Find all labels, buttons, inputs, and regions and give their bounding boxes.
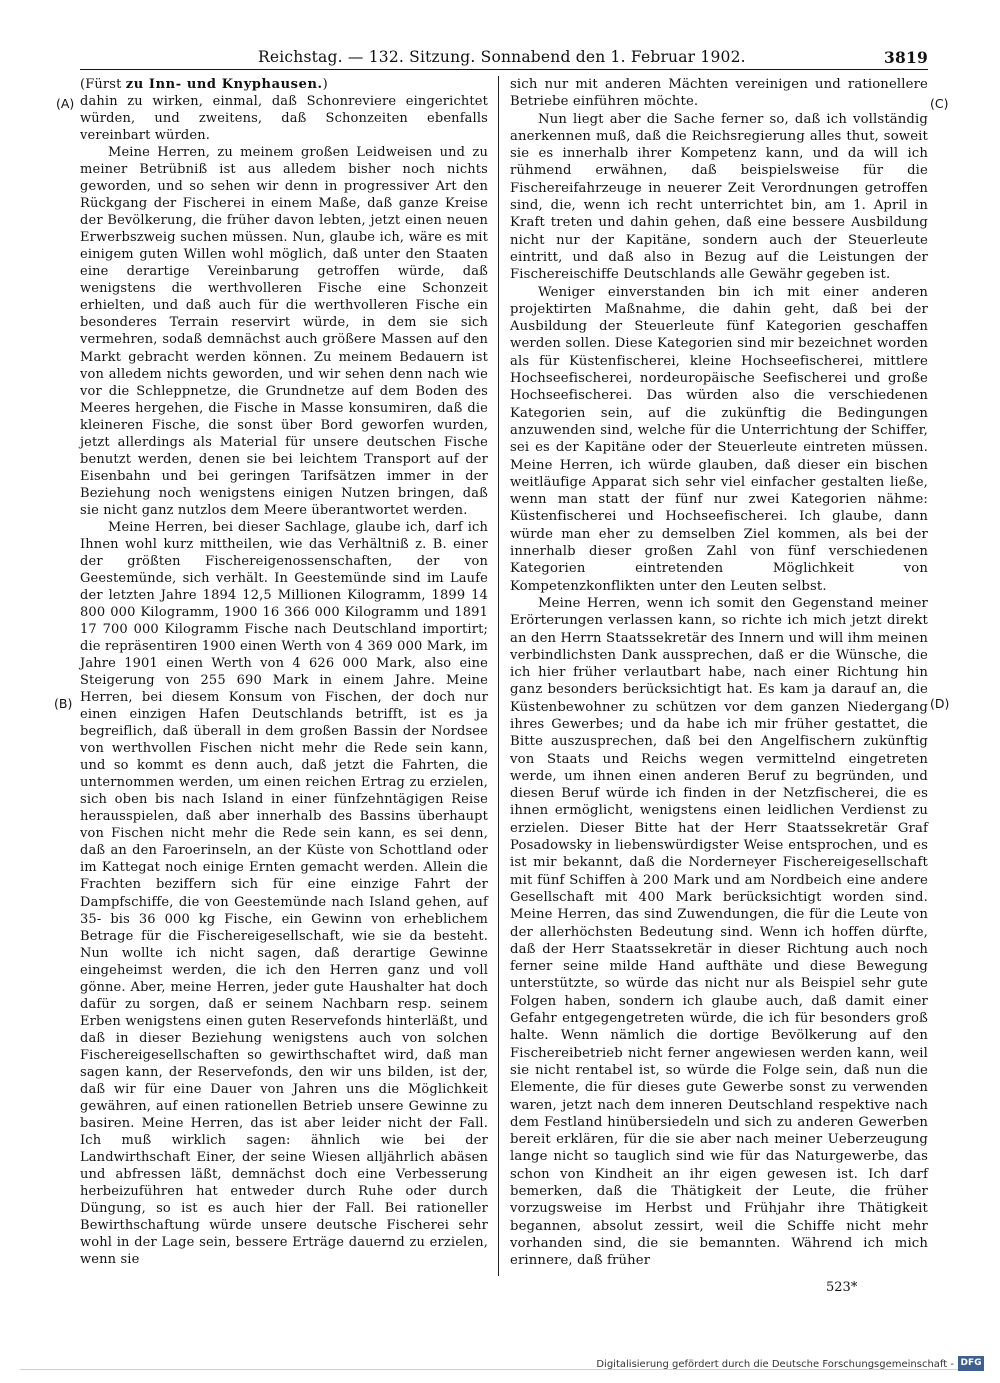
header-rule: [80, 69, 928, 70]
right-paragraph-3: Weniger einverstanden bin ich mit einer anderen projektirten Maßnahme, die dahin geht, daß bei der Ausbildung der Steuerleute fünf Kategorien geschaffen werden sollen. Diese Kategorien sind mir bezeichnet worden als für Küstenfischerei, kleine Hochseefischerei, mittlere Hochseefischerei, nordeuropäische Seefischerei und große Hochseefischerei. Das würden also die verschiedenen Kategorien sein, auf die zukünftig die Bedingungen anzuwenden sind, welche für die Unterrichtung der Schiffer, sei es der Kapitäne oder der Steuerleute eintreten müssen. Meine Herren, ich würde glauben, daß dieser ein bischen weitläufige Apparat sich sehr viel einfacher gestalten ließe, wenn man statt der fünf nur zwei Kategorien nähme: Küstenfischerei und Hochseefischerei. Ich glaube, dann würde man eher zu demselben Ziel kommen, als bei der innerhalb dieser großen Zahl von fünf verschiedenen Kategorien eintretenden Möglichkeit von Kompetenzkonflikten unter den Leuten selbst.: [510, 284, 928, 594]
right-paragraph-2: Nun liegt aber die Sache ferner so, daß ich vollständig anerkennen muß, daß die Reichsregierung alles thut, soweit sie es innerhalb ihrer Kompetenz kann, und da will ich rühmend erwähnen, daß beispielsweise für die Fischereifahrzeuge in neuerer Zeit Verordnungen getroffen sind, die, wenn ich recht unterrichtet bin, am 1. April in Kraft treten und dahin gehen, daß eine bessere Ausbildung nicht nur der Kapitäne, sondern auch der Steuerleute eintritt, und daß also in Bezug auf die Leistungen der Fischereischiffe Deutschlands alle Gewähr gegeben ist.: [510, 111, 928, 283]
left-column: [80, 76, 488, 1268]
left-paragraph-1: dahin zu wirken, einmal, daß Schonreviere eingerichtet würden, und zweitens, daß Schonzeiten ebenfalls vereinbart würden.: [80, 94, 488, 144]
signature-mark: 523*: [826, 1280, 858, 1295]
right-column: [510, 76, 928, 1269]
speaker-suffix: ): [322, 77, 328, 92]
margin-marker-c: (C): [930, 96, 949, 111]
speaker-prefix: (Fürst: [80, 77, 126, 92]
margin-marker-d: (D): [930, 696, 950, 711]
page-number: 3819: [884, 48, 928, 67]
left-paragraph-2: Meine Herren, zu meinem großen Leidweisen und zu meiner Betrübniß ist aus alledem bisher noch nichts geworden, und so sehen wir denn in progressiver Art den Rückgang der Fischerei in einem Maße, daß ganze Kreise der Bevölkerung, die früher davon lebten, jetzt einen neuen Erwerbszweig suchen müssen. Nun, glaube ich, wäre es mit einigem guten Willen wohl möglich, daß unter den Staaten eine derartige Vereinbarung getroffen würde, daß wenigstens die werthvolleren Fische eine Schonzeit erhielten, und daß auch für die werthvolleren Fische ein besonderes Terrain reservirt würde, in dem sie sich vermehren, sodaß demnächst auch größere Massen auf den Markt gebracht werden können. Zu meinem Bedauern ist von alledem nichts geworden, und wir sehen denn nach wie vor die Schleppnetze, die Grundnetze auf dem Boden des Meeres hergehen, die Fische in Masse konsumiren, daß die kleineren Fische, die sonst über Bord geworfen wurden, jetzt allerdings als Material für unsere deutschen Fische benutzt werden, denen sie bei leichtem Transport auf der Eisenbahn und bei geringen Tarifsätzen immer in der Beziehung noch wenigstens einigen Nutzen bringen, daß sie nicht ganz nutzlos dem Meere überantwortet werden.: [80, 145, 488, 518]
left-paragraph-3: Meine Herren, bei dieser Sachlage, glaube ich, darf ich Ihnen wohl kurz mittheilen, wie das Verhältniß z. B. einer der größten Fischereigenossenschaften, der von Geestemünde, sich verhält. In Geestemünde sind im Laufe der letzten Jahre 1894 12,5 Millionen Kilogramm, 1899 14 800 000 Kilogramm, 1900 16 366 000 Kilogramm und 1891 17 700 000 Kilogramm Fische nach Deutschland importirt; die repräsentiren 1900 einen Werth von 4 369 000 Mark, im Jahre 1901 einen Werth von 4 626 000 Mark, also eine Steigerung von 255 690 Mark in einem Jahre. Meine Herren, bei diesem Konsum von Fischen, der doch nur einen einzigen Hafen Deutschlands betrifft, ist es ja begreiflich, daß überall in dem großen Bassin der Nordsee von werthvollen Fischen nicht mehr die Rede sein kann, und so kommt es denn auch, daß jetzt die Fahrten, die unternommen werden, um einen reichen Ertrag zu erzielen, sich oben bis nach Island in einer fünfzehntägigen Reise herausspielen, daß aber innerhalb des Bassins überhaupt von Fischen nicht mehr die Rede sein kann, es sei denn, daß an den Faroerinseln, an der Küste von Schottland oder im Kattegat noch einige Ernten gemacht werden. Allein die Frachten beziffern sich für eine einzige Fahrt der Dampfschiffe, die von Geestemünde nach Island gehen, auf 35- bis 36 000 kg Fische, ein Gewinn von erheblichem Betrage für die Fischereigesellschaft, wie sie da besteht. Nun wollte ich nicht sagen, daß derartige Gewinne eingeheimst werden, die ich den Herren ganz und voll gönne. Aber, meine Herren, jeder gute Haushalter hat doch dafür zu sorgen, daß er seinem Nachbarn resp. seinem Erben wenigstens einen guten Reservefonds hinterläßt, und daß in dieser Beziehung wenigstens auch von solchen Fischereigesellschaften so gewirthschaftet wird, daß man sagen kann, der Reservefonds, den wir uns bilden, ist der, daß wir für eine Dauer von Jahren uns die Möglichkeit gewähren, auf einen rationellen Betrieb unsere Gewinne zu basiren. Meine Herren, das ist aber leider nicht der Fall. Ich muß wirklich sagen: ähnlich wie bei der Landwirthschaft Einer, der seine Wiesen alljährlich abäsen und abfressen läßt, demnächst doch eine Verbesserung herbeizuführen hat entweder durch Ruhe oder durch Düngung, so ist es auch hier der Fall. Bei rationeller Bewirthschaftung würde unsere deutsche Fischerei sehr wohl in der Lage sein, bessere Erträge dauernd zu erzielen, wenn sie: [80, 519, 488, 1268]
column-divider: [498, 76, 499, 1276]
dfg-logo: DFG: [958, 1356, 984, 1371]
speaker-name: zu Inn- und Knyphausen.: [125, 77, 323, 92]
margin-marker-b: (B): [54, 696, 73, 711]
right-paragraph-4: Meine Herren, wenn ich somit den Gegenstand meiner Erörterungen verlassen kann, so richte ich mich jetzt direkt an den Herrn Staatssekretär des Innern und will ihm meinen verbindlichsten Dank aussprechen, daß er die Wünsche, die ich hier früher verlautbart habe, nach einer Richtung hin ganz besonders berücksichtigt hat. Es kam ja darauf an, die Küstenbewohner zu schützen vor dem ganzen Niedergang ihres Gewerbes; und da habe ich mir früher gestattet, die Bitte auszusprechen, daß bei den Angelfischern zukünftig von Staats und Reichs wegen vermittelnd eingetreten werde, um ihnen einen anderen Beruf zu begründen, und diesen Beruf würde ich finden in der Netzfischerei, die es ihnen ermöglicht, wenigstens einen leidlichen Verdienst zu erzielen. Dieser Bitte hat der Herr Staatssekretär Graf Posadowsky in liebenswürdigster Weise entsprochen, und es ist mir bekannt, daß die Norderneyer Fischereigesellschaft mit fünf Schiffen à 200 Mark und am Nordbeich eine andere Gesellschaft mit 400 Mark berücksichtigt worden sind. Meine Herren, das sind Zuwendungen, die für die Leute von der allerhöchsten Bedeutung sind. Wenn ich hoffen dürfte, daß der Herr Staatssekretär in dieser Richtung auch noch ferner seine milde Hand aufthäte und diese Bewegung unterstützte, so würde das nicht nur als Beispiel sehr gute Folgen haben, sondern ich glaube auch, daß damit einer Gefahr entgegengetreten würde, die ich für besonders groß halte. Wenn nämlich die dortige Bevölkerung auf den Fischereibetrieb nicht ferner angewiesen werden kann, weil sie nicht rentabel ist, so würde die Folge sein, daß nun die Elemente, die für dieses gute Gewerbe sonst zu verwenden waren, jetzt nach dem inneren Deutschland respektive nach dem Festland hinübersiedeln und sich zu anderen Gewerben bereit erklären, für die sie aber nach meiner Ueberzeugung lange nicht so tauglich sind wie für das Naturgewerbe, das schon von Kindheit an ihr eigen gewesen ist. Ich darf bemerken, daß die Thätigkeit der Leute, die früher vorzugsweise im Herbst und Frühjahr ihre Thätigkeit begannen, absolut zessirt, weil die Schiffe nicht mehr vorhanden sind, die sie bemannten. Während ich mich erinnere, daß früher: [510, 595, 928, 1269]
right-paragraph-1: sich nur mit anderen Mächten vereinigen und rationellere Betriebe einführen möchte.: [510, 77, 928, 110]
funding-note: Digitalisierung gefördert durch die Deutsche Forschungsgemeinschaft -: [596, 1359, 954, 1370]
speaker-line: [80, 76, 488, 93]
running-header: [80, 42, 928, 70]
header-title: Reichstag. — 132. Sitzung. Sonnabend den 1. Februar 1902.: [258, 48, 746, 66]
margin-marker-a: (A): [56, 96, 75, 111]
